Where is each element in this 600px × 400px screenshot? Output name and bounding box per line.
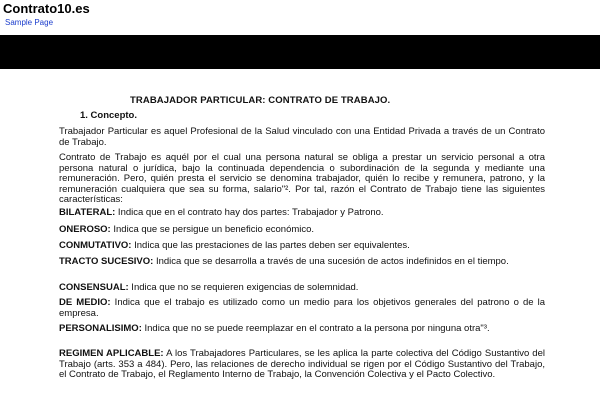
characteristic-bilateral [59,208,545,219]
paragraph-definition: Trabajador Particular es aquel Profesional de la Salud vinculado con una Entidad Privada a través de un Contrato de Trabajo. [59,126,545,148]
nav-link-sample-page[interactable]: Sample Page [5,18,54,27]
characteristic-text: Indica que se desarrolla a través de una sucesión de actos indefinidos en el tiempo. [153,256,509,267]
characteristic-term: TRACTO SUCESIVO: [59,256,154,267]
characteristic-text: Indica que el trabajo es utilizado como un medio para los objetivos generales del patrono o de la empresa. [59,297,545,319]
characteristic-term: CONMUTATIVO: [59,240,132,251]
characteristic-text: Indica que en el contrato hay dos partes: Trabajador y Patrono. [115,207,384,218]
characteristic-text: Indica que no se puede reemplazar en el contrato a la persona por ninguna otra"³. [141,323,490,334]
characteristic-term: ONEROSO: [59,224,111,235]
paragraph-contract: Contrato de Trabajo es aquél por el cual una persona natural se obliga a prestar un servicio personal a otra persona natural o jurídica, bajo la continuada dependencia o subordinación de la segunda y mediante una remuneración. Pero, quién presta el servicio se denomina trabajador, quién lo recibe y remunera, patrono, y la remuneración cualquiera que sea su forma, salario"². Por tal, razón el Contrato de Trabajo tiene las siguientes características: [59,152,545,205]
characteristic-term: BILATERAL: [59,207,116,218]
characteristic-text: Indica que no se requieren exigencias de solemnidad. [128,282,359,293]
characteristic-oneroso [59,225,545,236]
characteristic-personalisimo [59,324,545,335]
characteristic-term: REGIMEN APLICABLE: [59,348,164,359]
characteristic-term: CONSENSUAL: [59,282,129,293]
characteristic-regimen-aplicable [59,349,545,381]
characteristic-conmutativo [59,241,545,252]
characteristic-text: A los Trabajadores Particulares, se les aplica la parte colectiva del Código Sustantivo del Trabajo (arts. 353 a 484). Pero, las relaciones de derecho individual se rigen por el Código Sustantivo del Trabajo, el Contrato de Trabajo, el Reglamento Interno de Trabajo, la Convención Colectiva y el Pacto Colectivo. [59,348,545,380]
document-heading: TRABAJADOR PARTICULAR: CONTRATO DE TRABAJO. [130,95,391,106]
characteristic-de-medio [59,298,545,319]
characteristic-text: Indica que se persigue un beneficio económico. [110,224,315,235]
characteristic-tracto-sucesivo [59,257,545,268]
characteristic-term: DE MEDIO: [59,297,111,308]
characteristic-text: Indica que las prestaciones de las partes deben ser equivalentes. [131,240,410,251]
site-title[interactable]: Contrato10.es [3,1,90,16]
site-header [0,0,600,35]
characteristic-term: PERSONALISIMO: [59,323,142,334]
document-image [0,69,600,400]
characteristic-consensual [59,283,545,294]
section-heading: 1. Concepto. [80,110,138,121]
header-banner [0,35,600,69]
